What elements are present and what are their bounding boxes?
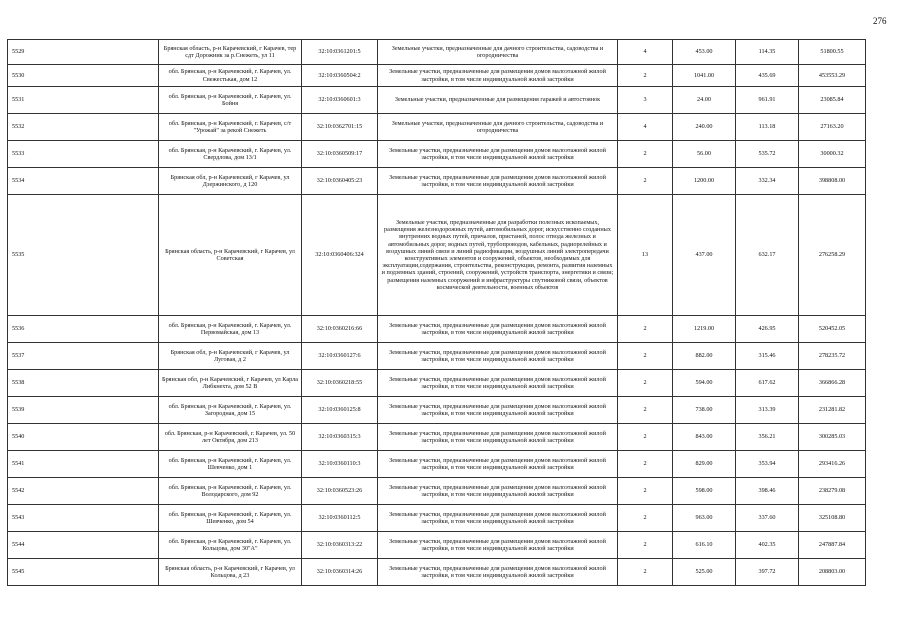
address-cell: обл. Брянская, р-н Карачевский, г. Карачев, ул. Свердлова, дом 13/1: [159, 141, 302, 168]
land-use-cell: Земельные участки, предназначенные для размещения домов малоэтажной жилой застройки, в том числе индивидуальной жилой застройки: [378, 532, 618, 559]
cadastral-value-cell: 453553.29: [799, 65, 866, 87]
row-number: 5530: [8, 65, 159, 87]
address-cell: обл. Брянская, р-н Карачевский, г. Карачев, ул. Шевченко, дом 54: [159, 505, 302, 532]
group-cell: 2: [618, 370, 673, 397]
row-number: 5545: [8, 559, 159, 586]
address-cell: Брянская область, р-н Карачевский, г Карачев, ул Советская: [159, 195, 302, 316]
table-row: [8, 478, 866, 505]
land-use-cell: Земельные участки, предназначенные для размещения домов малоэтажной жилой застройки, в том числе индивидуальной жилой застройки: [378, 370, 618, 397]
cadastral-number-cell: 32:10:0360218:55: [302, 370, 378, 397]
table-row: [8, 65, 866, 87]
page-number: 276: [873, 16, 887, 26]
specific-value-cell: 315.46: [736, 343, 799, 370]
table-row: [8, 532, 866, 559]
cadastral-value-cell: 51800.55: [799, 40, 866, 65]
cadastral-value-cell: 300285.03: [799, 424, 866, 451]
group-cell: 2: [618, 397, 673, 424]
group-cell: 2: [618, 451, 673, 478]
specific-value-cell: 961.91: [736, 87, 799, 114]
address-cell: обл. Брянская, р-н Карачевский, г. Карачев, с/т "Урожай" за рекой Снежеть: [159, 114, 302, 141]
group-cell: 2: [618, 559, 673, 586]
cadastral-number-cell: 32:10:0360110:3: [302, 451, 378, 478]
cadastral-value-cell: 366866.28: [799, 370, 866, 397]
specific-value-cell: 353.94: [736, 451, 799, 478]
row-number: 5534: [8, 168, 159, 195]
specific-value-cell: 113.18: [736, 114, 799, 141]
address-cell: Брянская обл, р-н Карачевский, г Карачев, ул Луговая, д 2: [159, 343, 302, 370]
cadastral-number-cell: 32:10:0360523:26: [302, 478, 378, 505]
table-row: [8, 505, 866, 532]
specific-value-cell: 435.69: [736, 65, 799, 87]
cadastral-value-cell: 231281.82: [799, 397, 866, 424]
area-cell: 598.00: [673, 478, 736, 505]
group-cell: 2: [618, 505, 673, 532]
cadastral-number-cell: 32:10:0360127:6: [302, 343, 378, 370]
land-use-cell: Земельные участки, предназначенные для размещения домов малоэтажной жилой застройки, в том числе индивидуальной жилой застройки: [378, 65, 618, 87]
specific-value-cell: 398.46: [736, 478, 799, 505]
row-number: 5543: [8, 505, 159, 532]
row-number: 5538: [8, 370, 159, 397]
row-number: 5542: [8, 478, 159, 505]
specific-value-cell: 332.34: [736, 168, 799, 195]
area-cell: 843.00: [673, 424, 736, 451]
specific-value-cell: 617.62: [736, 370, 799, 397]
land-use-cell: Земельные участки, предназначенные для размещения домов малоэтажной жилой застройки, в том числе индивидуальной жилой застройки: [378, 168, 618, 195]
group-cell: 13: [618, 195, 673, 316]
address-cell: обл. Брянская, р-н Карачевский, г. Карачев, ул. Володарского, дом 92: [159, 478, 302, 505]
group-cell: 2: [618, 65, 673, 87]
land-use-cell: Земельные участки, предназначенные для дачного строительства, садоводства и огородничества: [378, 40, 618, 65]
cadastral-value-cell: 30000.32: [799, 141, 866, 168]
cadastral-number-cell: 32:10:0360509:17: [302, 141, 378, 168]
land-use-cell: Земельные участки, предназначенные для размещения домов малоэтажной жилой застройки, в том числе индивидуальной жилой застройки: [378, 343, 618, 370]
area-cell: 963.00: [673, 505, 736, 532]
cadastral-number-cell: 32:10:0360315:3: [302, 424, 378, 451]
land-use-cell: Земельные участки, предназначенные для размещения домов малоэтажной жилой застройки, в том числе индивидуальной жилой застройки: [378, 478, 618, 505]
land-use-cell: Земельные участки, предназначенные для дачного строительства, садоводства и огородничества: [378, 114, 618, 141]
cadastral-value-cell: 293416.26: [799, 451, 866, 478]
group-cell: 4: [618, 114, 673, 141]
specific-value-cell: 535.72: [736, 141, 799, 168]
table-row: [8, 451, 866, 478]
land-use-cell: Земельные участки, предназначенные для размещения домов малоэтажной жилой застройки, в том числе индивидуальной жилой застройки: [378, 397, 618, 424]
table-row: [8, 141, 866, 168]
area-cell: 240.00: [673, 114, 736, 141]
group-cell: 4: [618, 40, 673, 65]
address-cell: обл. Брянская, р-н Карачевский, г. Карачев, ул. Загородная, дом 15: [159, 397, 302, 424]
specific-value-cell: 356.21: [736, 424, 799, 451]
cadastral-value-cell: 23085.84: [799, 87, 866, 114]
cadastral-value-cell: 27163.20: [799, 114, 866, 141]
row-number: 5537: [8, 343, 159, 370]
address-cell: обл. Брянская, р-н Карачевский, г. Карачев, ул. Кольцова, дом 30"А": [159, 532, 302, 559]
table-row: [8, 397, 866, 424]
specific-value-cell: 402.35: [736, 532, 799, 559]
table-row: [8, 370, 866, 397]
land-use-cell: Земельные участки, предназначенные для разработки полезных ископаемых, размещения железнодорожных путей, автомобильных дорог, искусственно созданных внутренних водных путей, причалов, пристаней, полос отвода железных и автомобильных дорог, водных путей, трубопроводов, кабельных, радиорелейных и воздушных линий связи и линий радиофикации, воздушных линий электропередачи конструктивных элементов и сооружений, объектов, необходимых для эксплуатации,содержания, строительства, реконструкции, ремонта, развития наземных и подземных зданий, строений, сооружений, устройств транспорта, энергетики и связи; размещения наземных сооружений и инфраструктуры спутниковой связи, объектов космической деятельности, военных объектов: [378, 195, 618, 316]
cadastral-number-cell: 32:10:0360405:23: [302, 168, 378, 195]
cadastral-value-cell: 325108.80: [799, 505, 866, 532]
row-number: 5532: [8, 114, 159, 141]
cadastral-value-table: [7, 39, 866, 586]
cadastral-value-cell: 398808.00: [799, 168, 866, 195]
group-cell: 2: [618, 343, 673, 370]
address-cell: обл. Брянская, р-н Карачевский, г. Карачев, ул. Первомайская, дом 13: [159, 316, 302, 343]
table-row: [8, 168, 866, 195]
table-row: [8, 343, 866, 370]
cadastral-value-cell: 520452.05: [799, 316, 866, 343]
cadastral-number-cell: 32:10:0360504:2: [302, 65, 378, 87]
land-use-cell: Земельные участки, предназначенные для размещения домов малоэтажной жилой застройки, в том числе индивидуальной жилой застройки: [378, 559, 618, 586]
address-cell: обл. Брянская, р-н Карачевский, г. Карачев, ул. Свежестькая, дом 12: [159, 65, 302, 87]
area-cell: 882.00: [673, 343, 736, 370]
land-use-cell: Земельные участки, предназначенные для размещения домов малоэтажной жилой застройки, в том числе индивидуальной жилой застройки: [378, 505, 618, 532]
address-cell: обл. Брянская, р-н Карачевский, г. Карачев, ул. 50 лет Октября, дом 213: [159, 424, 302, 451]
specific-value-cell: 397.72: [736, 559, 799, 586]
area-cell: 453.00: [673, 40, 736, 65]
address-cell: Брянская обл, р-н Карачевский, г Карачев, ул Дзержинского, д 120: [159, 168, 302, 195]
specific-value-cell: 313.39: [736, 397, 799, 424]
address-cell: Брянская область, р-н Карачевский, г Карачев, ул Кольцова, д 23: [159, 559, 302, 586]
table-row: [8, 195, 866, 316]
row-number: 5531: [8, 87, 159, 114]
group-cell: 2: [618, 424, 673, 451]
cadastral-number-cell: 32:10:0360406:324: [302, 195, 378, 316]
row-number: 5540: [8, 424, 159, 451]
table-row: [8, 316, 866, 343]
area-cell: 1200.00: [673, 168, 736, 195]
land-use-cell: Земельные участки, предназначенные для размещения домов малоэтажной жилой застройки, в том числе индивидуальной жилой застройки: [378, 141, 618, 168]
area-cell: 1219.00: [673, 316, 736, 343]
cadastral-number-cell: 32:10:0360216:66: [302, 316, 378, 343]
row-number: 5541: [8, 451, 159, 478]
area-cell: 437.00: [673, 195, 736, 316]
address-cell: обл. Брянская, р-н Карачевский, г. Карачев, ул. Шевченко, дом 1: [159, 451, 302, 478]
address-cell: Брянская область, р-н Карачевский, г Карачев, тер сдт Дорожник за р.Снежеть, ул 11: [159, 40, 302, 65]
specific-value-cell: 426.95: [736, 316, 799, 343]
area-cell: 829.00: [673, 451, 736, 478]
specific-value-cell: 114.35: [736, 40, 799, 65]
land-use-cell: Земельные участки, предназначенные для размещения домов малоэтажной жилой застройки, в том числе индивидуальной жилой застройки: [378, 316, 618, 343]
row-number: 5536: [8, 316, 159, 343]
area-cell: 24.00: [673, 87, 736, 114]
table-row: [8, 424, 866, 451]
land-use-cell: Земельные участки, предназначенные для размещения домов малоэтажной жилой застройки, в том числе индивидуальной жилой застройки: [378, 451, 618, 478]
land-use-cell: Земельные участки, предназначенные для размещения гаражей и автостоянок: [378, 87, 618, 114]
area-cell: 56.00: [673, 141, 736, 168]
cadastral-value-cell: 208803.00: [799, 559, 866, 586]
specific-value-cell: 632.17: [736, 195, 799, 316]
group-cell: 2: [618, 141, 673, 168]
row-number: 5544: [8, 532, 159, 559]
group-cell: 2: [618, 478, 673, 505]
cadastral-number-cell: 32:10:0360313:22: [302, 532, 378, 559]
row-number: 5533: [8, 141, 159, 168]
area-cell: 525.00: [673, 559, 736, 586]
row-number: 5539: [8, 397, 159, 424]
row-number: 5535: [8, 195, 159, 316]
table-row: [8, 559, 866, 586]
cadastral-number-cell: 32:10:0361201:5: [302, 40, 378, 65]
group-cell: 2: [618, 532, 673, 559]
row-number: 5529: [8, 40, 159, 65]
land-use-cell: Земельные участки, предназначенные для размещения домов малоэтажной жилой застройки, в том числе индивидуальной жилой застройки: [378, 424, 618, 451]
area-cell: 738.00: [673, 397, 736, 424]
table-row: [8, 87, 866, 114]
cadastral-number-cell: 32:10:0360314:26: [302, 559, 378, 586]
cadastral-value-cell: 276258.29: [799, 195, 866, 316]
table-row: [8, 40, 866, 65]
area-cell: 1041.00: [673, 65, 736, 87]
address-cell: Брянская обл, р-н Карачевский, г Карачев, ул Карла Либкнехта, дом 52 В: [159, 370, 302, 397]
cadastral-number-cell: 32:10:0360125:8: [302, 397, 378, 424]
area-cell: 616.10: [673, 532, 736, 559]
address-cell: обл. Брянская, р-н Карачевский, г. Карачев, ул. Бойня: [159, 87, 302, 114]
cadastral-value-cell: 278235.72: [799, 343, 866, 370]
cadastral-value-cell: 238279.08: [799, 478, 866, 505]
group-cell: 2: [618, 316, 673, 343]
cadastral-value-cell: 247887.84: [799, 532, 866, 559]
table-row: [8, 114, 866, 141]
cadastral-number-cell: 32:10:0360112:5: [302, 505, 378, 532]
area-cell: 594.00: [673, 370, 736, 397]
specific-value-cell: 337.60: [736, 505, 799, 532]
cadastral-number-cell: 32:10:0362701:15: [302, 114, 378, 141]
group-cell: 2: [618, 168, 673, 195]
group-cell: 3: [618, 87, 673, 114]
cadastral-number-cell: 32:10:0360601:3: [302, 87, 378, 114]
